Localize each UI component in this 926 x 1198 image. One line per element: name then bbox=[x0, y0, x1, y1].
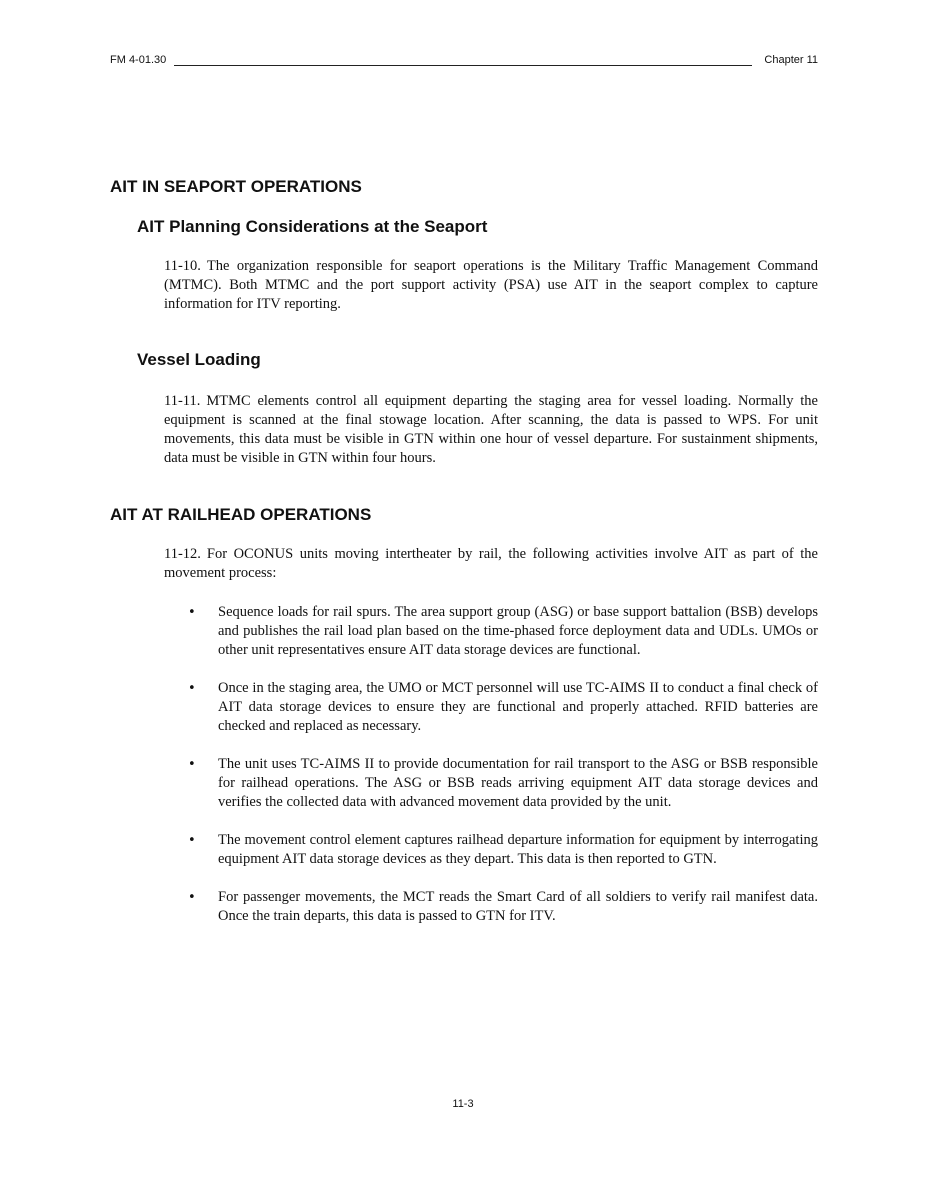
paragraph-number: 11-12. bbox=[164, 546, 201, 562]
list-item: • The unit uses TC-AIMS II to provide documentation for rail transport to the ASG or BSB responsible for railhead operations. The ASG or BSB reads arriving equipment AIT data storage devices and verifies the collected data with advanced movement data provided by the unit. bbox=[188, 756, 818, 810]
bullet-dot-icon: • bbox=[188, 890, 196, 905]
paragraph-11-11 bbox=[164, 392, 818, 468]
subheading-vessel-loading: Vessel Loading bbox=[137, 350, 261, 369]
list-item: • The movement control element captures railhead departure information for equipment by interrogating equipment AIT data storage devices as they depart. This data is then reported to GTN. bbox=[188, 832, 818, 867]
bullet-dot-icon: • bbox=[188, 605, 196, 620]
list-item: • For passenger movements, the MCT reads the Smart Card of all soldiers to verify rail manifest data. Once the train departs, this data is passed to GTN for ITV. bbox=[188, 889, 818, 924]
running-header bbox=[110, 54, 818, 70]
paragraph-text: For OCONUS units moving intertheater by rail, the following activities involve AIT as part of the movement process: bbox=[164, 546, 818, 581]
paragraph-number: 11-10. bbox=[164, 258, 201, 274]
paragraph-text: The organization responsible for seaport operations is the Military Traffic Management Command (MTMC). Both MTMC and the port support activity (PSA) use AIT in the seaport complex to capture information for ITV reporting. bbox=[164, 258, 818, 312]
page-number: 11-3 bbox=[452, 1098, 474, 1110]
section-heading-seaport: AIT IN SEAPORT OPERATIONS bbox=[110, 177, 362, 196]
header-rule bbox=[174, 65, 752, 66]
chapter-label: Chapter 11 bbox=[764, 54, 818, 66]
paragraph-number: 11-11. bbox=[164, 393, 201, 409]
railhead-activity-list bbox=[164, 603, 818, 945]
subheading-planning: AIT Planning Considerations at the Seaport bbox=[137, 217, 488, 236]
list-item: • Once in the staging area, the UMO or MCT personnel will use TC-AIMS II to conduct a final check of AIT data storage devices to ensure they are functional and properly attached. RFID batteries are checked and replaced as necessary. bbox=[188, 680, 818, 734]
paragraph-11-10 bbox=[164, 257, 818, 314]
bullet-dot-icon: • bbox=[188, 757, 196, 772]
section-heading-railhead: AIT AT RAILHEAD OPERATIONS bbox=[110, 505, 372, 524]
bullet-dot-icon: • bbox=[188, 833, 196, 848]
list-item: • Sequence loads for rail spurs. The area support group (ASG) or base support battalion (BSB) develops and publishes the rail load plan based on the time-phased force deployment data and UDLs. UMOs or other unit representatives ensure AIT data storage devices are functional. bbox=[188, 604, 818, 658]
paragraph-text: MTMC elements control all equipment departing the staging area for vessel loading. Normally the equipment is scanned at the final stowage location. After scanning, the data is passed to WPS. For unit movements, this data must be visible in GTN within one hour of vessel departure. For sustainment shipments, data must be visible in GTN within four hours. bbox=[164, 393, 818, 466]
document-id: FM 4-01.30 bbox=[110, 54, 167, 66]
bullet-dot-icon: • bbox=[188, 681, 196, 696]
paragraph-11-12 bbox=[164, 545, 818, 583]
